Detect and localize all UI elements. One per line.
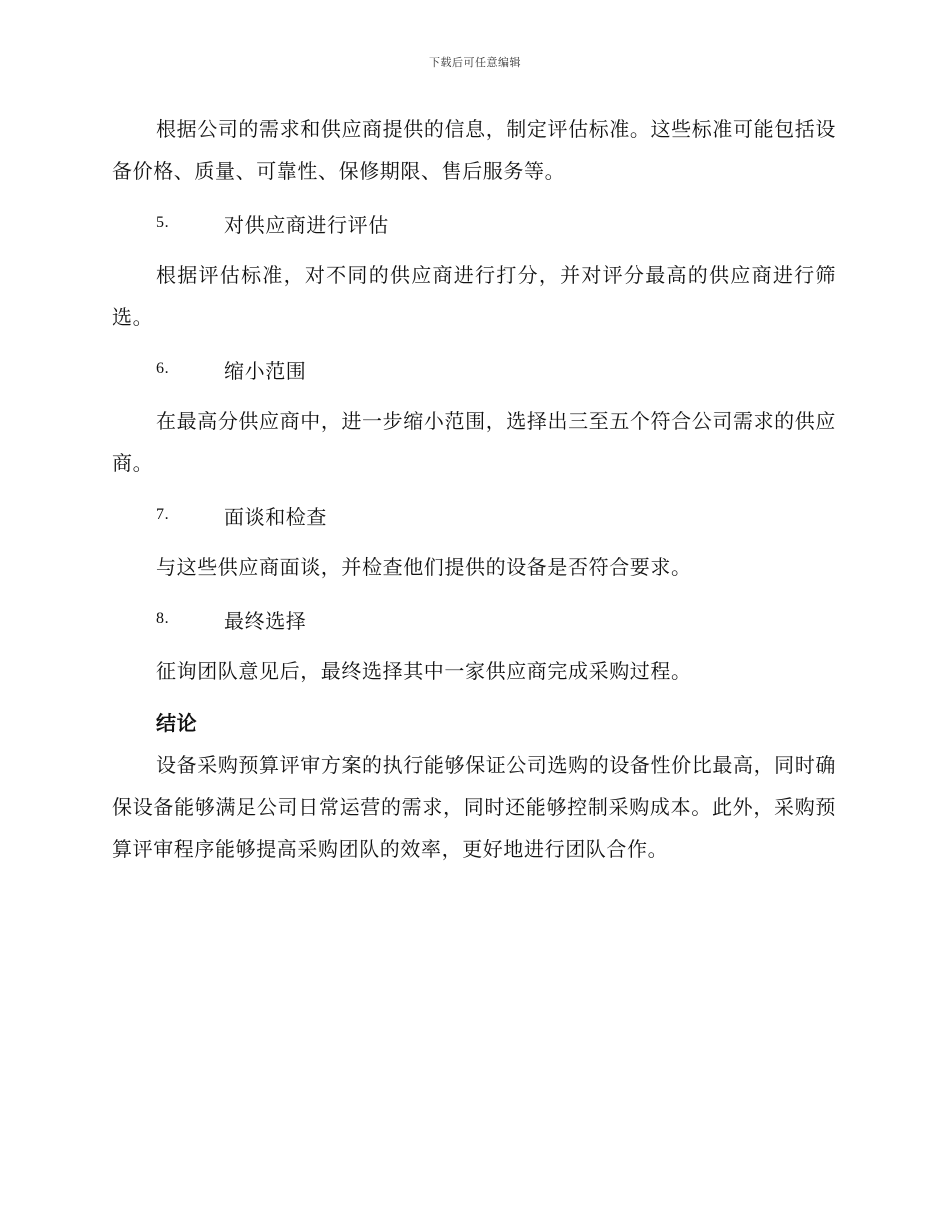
section-heading-conclusion: 结论 (156, 711, 198, 735)
list-label: 缩小范围 (224, 358, 307, 383)
list-number: 7. (156, 506, 170, 523)
paragraph-final-choice: 征询团队意见后，最终选择其中一家供应商完成采购过程。 (156, 659, 692, 683)
list-label: 面谈和检查 (224, 504, 327, 529)
paragraph-evaluation-criteria: 根据公司的需求和供应商提供的信息，制定评估标准。这些标准可能包括设备价格、质量、可靠性、保修期限、售后服务等。 (112, 117, 836, 183)
paragraph-interview: 与这些供应商面谈，并检查他们提供的设备是否符合要求。 (156, 555, 692, 579)
paragraph-narrow-scope: 在最高分供应商中，进一步缩小范围，选择出三至五个符合公司需求的供应商。 (112, 409, 836, 475)
list-item-8 (112, 598, 836, 640)
document-body (112, 108, 836, 870)
list-item-6 (112, 348, 836, 390)
list-number: 8. (156, 610, 170, 627)
list-label: 对供应商进行评估 (224, 212, 389, 237)
paragraph-scoring: 根据评估标准，对不同的供应商进行打分，并对评分最高的供应商进行筛选。 (112, 263, 836, 329)
paragraph-conclusion: 设备采购预算评审方案的执行能够保证公司选购的设备性价比最高，同时确保设备能够满足公司日常运营的需求，同时还能够控制采购成本。此外，采购预算评审程序能够提高采购团队的效率，更好地进行团队合作。 (112, 753, 836, 861)
list-item-5 (112, 202, 836, 244)
page-header: 下载后可任意编辑 (429, 56, 521, 69)
list-item-7 (112, 494, 836, 536)
list-number: 5. (156, 214, 170, 231)
list-label: 最终选择 (224, 608, 307, 633)
list-number: 6. (156, 360, 170, 377)
